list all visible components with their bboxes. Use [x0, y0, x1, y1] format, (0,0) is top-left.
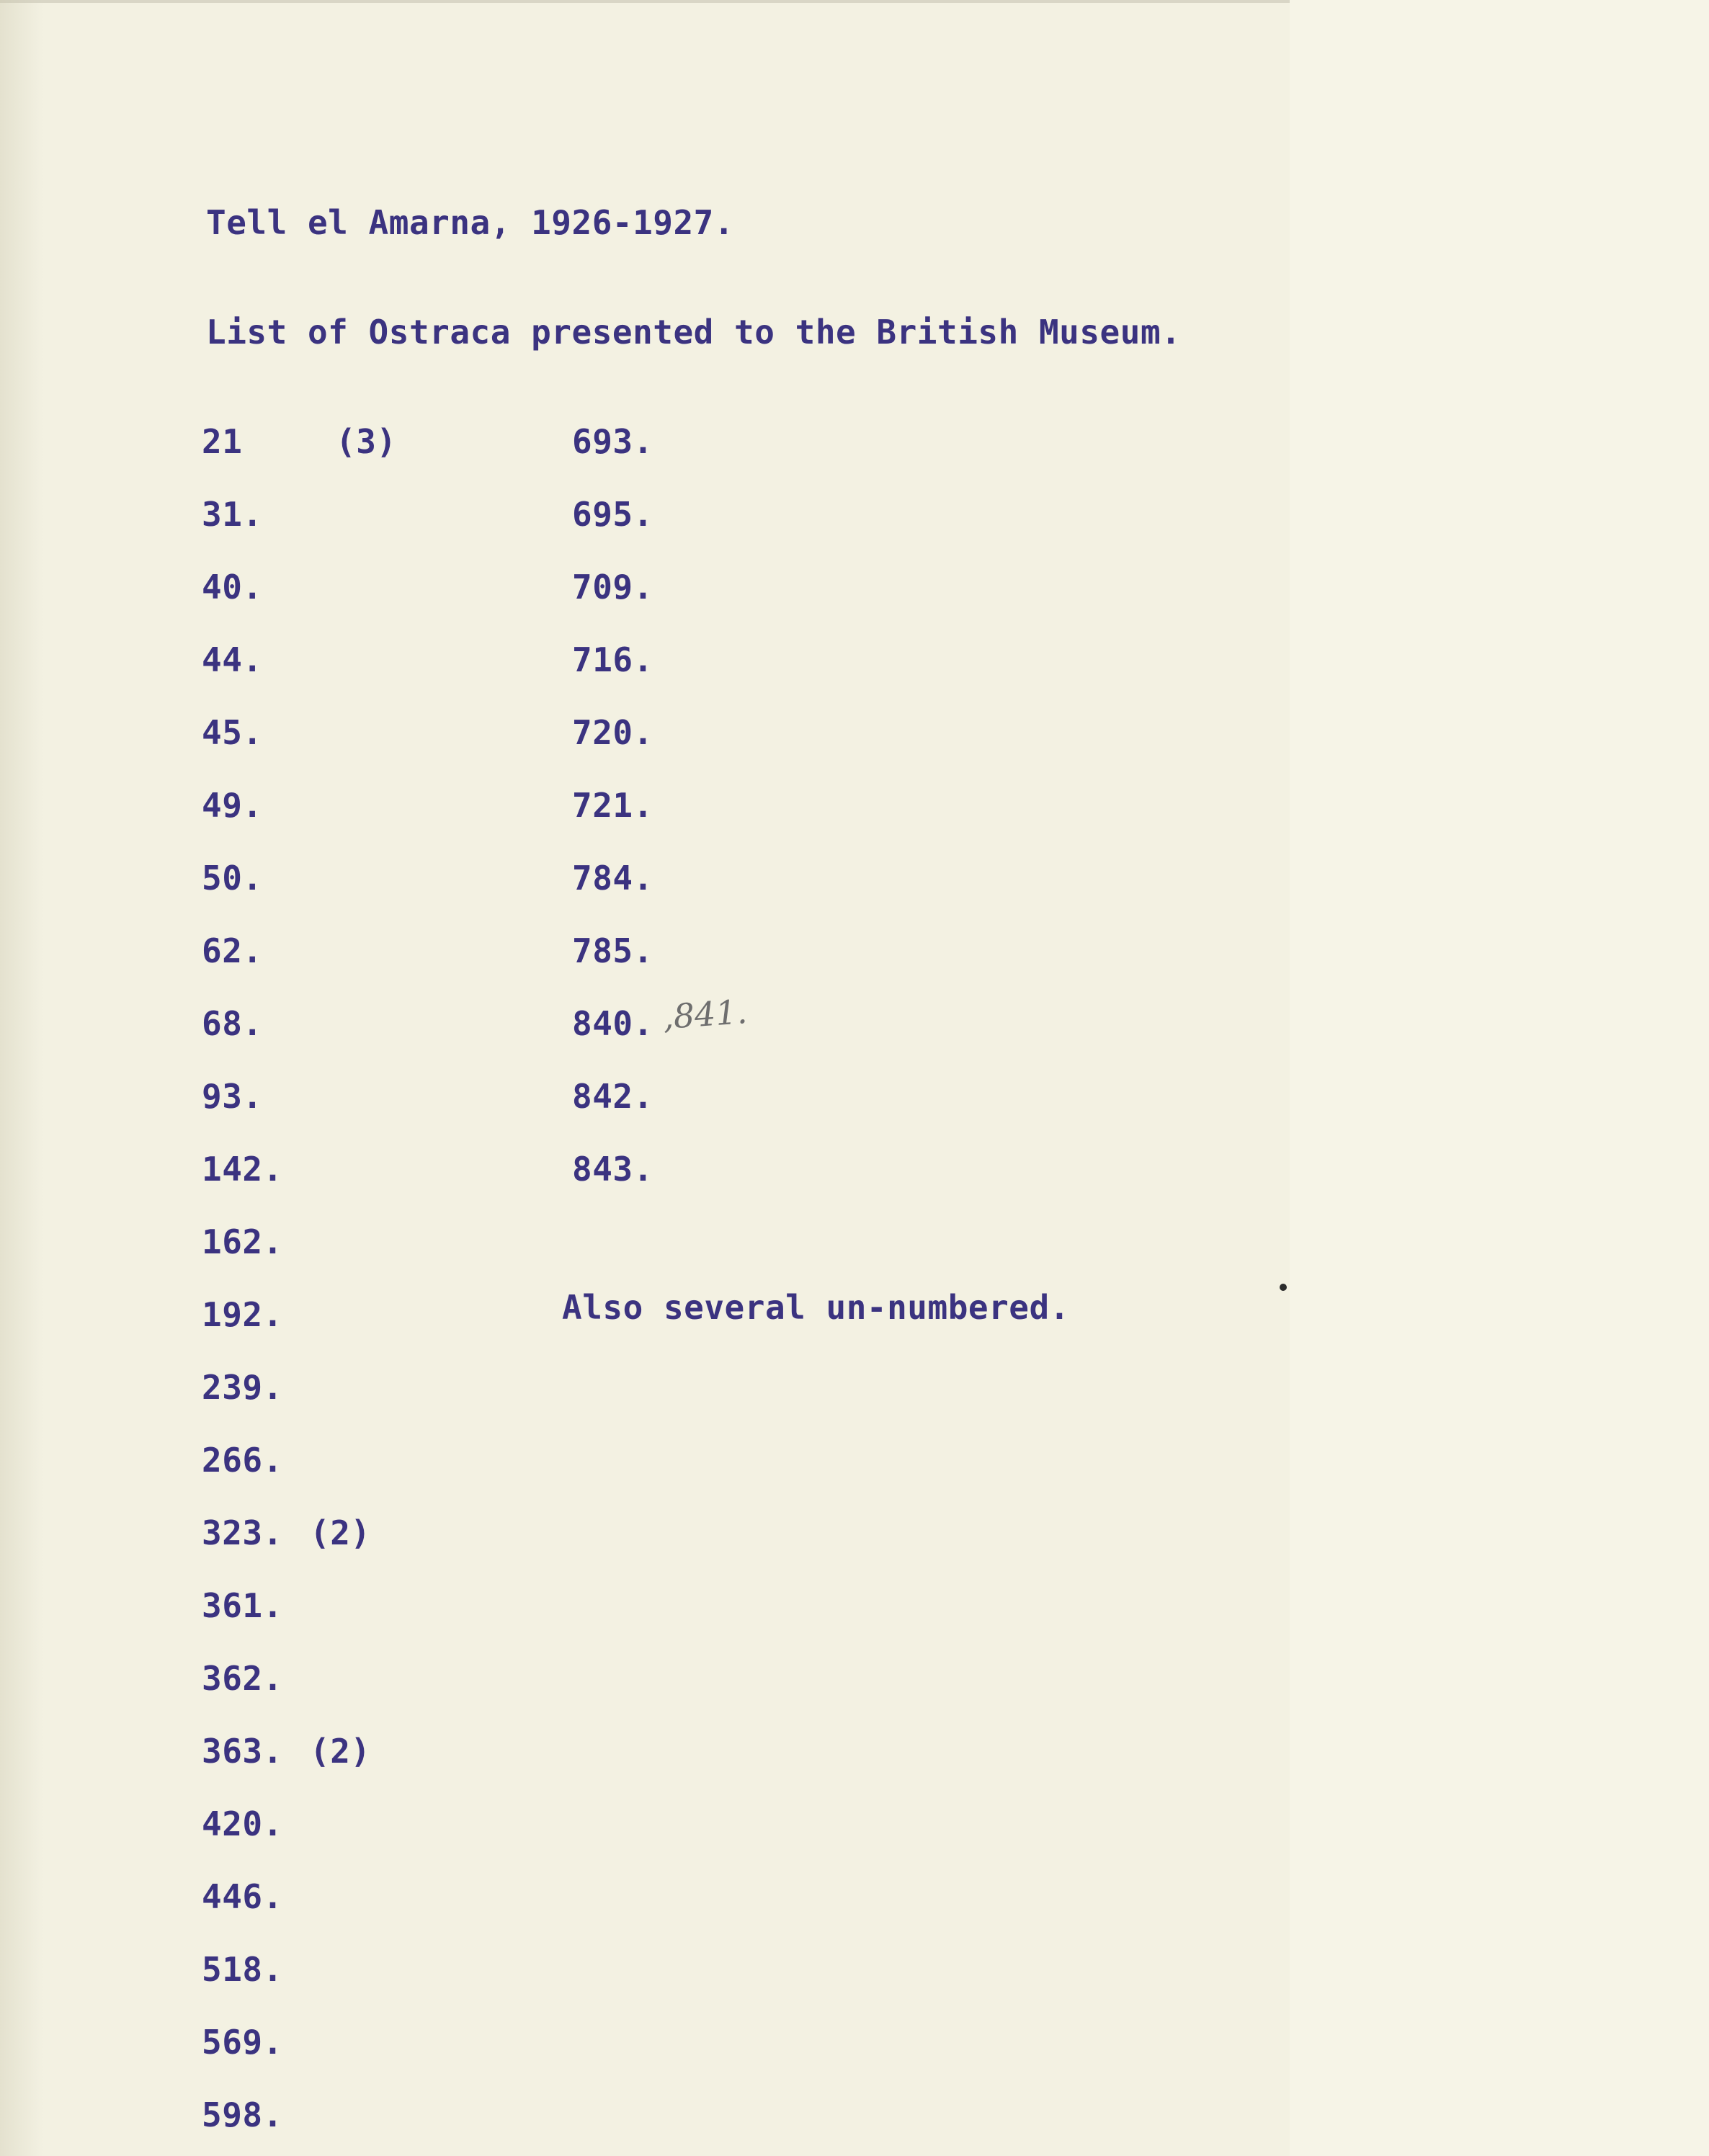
list-item-number: 842.: [572, 1077, 653, 1116]
list-item-number: 31.: [202, 495, 263, 534]
list-item-number: 192.: [202, 1295, 283, 1334]
list-item-number: 68.: [202, 1004, 263, 1043]
list-item-number: 162.: [202, 1222, 283, 1261]
list-item-number: 21: [202, 422, 243, 461]
list-item-number: 720.: [572, 713, 653, 752]
paper-fold-region: [1290, 0, 1709, 2156]
list-item-number: 693.: [572, 422, 653, 461]
list-item-number: 840.: [572, 1004, 653, 1043]
list-item-number: 62.: [202, 931, 263, 970]
list-item-number: 784.: [572, 859, 653, 898]
note-unnumbered: Also several un-numbered.: [562, 1288, 1070, 1327]
list-item-number: 239.: [202, 1368, 283, 1407]
handwritten-addition: ,841.: [661, 991, 749, 1037]
list-item-quantity: (2): [310, 1732, 371, 1771]
list-item-number: 446.: [202, 1877, 283, 1916]
list-item-number: 361.: [202, 1586, 283, 1625]
list-item-quantity: (3): [336, 422, 397, 461]
list-item-number: 40.: [202, 568, 263, 607]
list-item-number: 363.: [202, 1732, 283, 1771]
list-item-number: 518.: [202, 1950, 283, 1989]
list-item-number: 716.: [572, 640, 653, 679]
list-item-number: 45.: [202, 713, 263, 752]
document-subheading: List of Ostraca presented to the British Museum.: [206, 313, 1182, 352]
list-item-number: 709.: [572, 568, 653, 607]
list-item-number: 695.: [572, 495, 653, 534]
list-item-number: 50.: [202, 859, 263, 898]
list-item-number: 142.: [202, 1150, 283, 1189]
list-item-number: 721.: [572, 786, 653, 825]
list-item-number: 266.: [202, 1441, 283, 1480]
paper-edge-shadow: [0, 0, 43, 2156]
list-item-number: 323.: [202, 1513, 283, 1552]
list-item-number: 785.: [572, 931, 653, 970]
list-item-quantity: (2): [310, 1513, 371, 1552]
list-item-number: 569.: [202, 2023, 283, 2062]
list-item-number: 420.: [202, 1804, 283, 1843]
list-item-number: 93.: [202, 1077, 263, 1116]
list-item-number: 362.: [202, 1659, 283, 1698]
document-heading: Tell el Amarna, 1926-1927.: [206, 203, 735, 242]
paper-speck: [1280, 1284, 1287, 1291]
list-item-number: 843.: [572, 1150, 653, 1189]
list-item-number: 44.: [202, 640, 263, 679]
list-item-number: 49.: [202, 786, 263, 825]
list-item-number: 598.: [202, 2095, 283, 2134]
